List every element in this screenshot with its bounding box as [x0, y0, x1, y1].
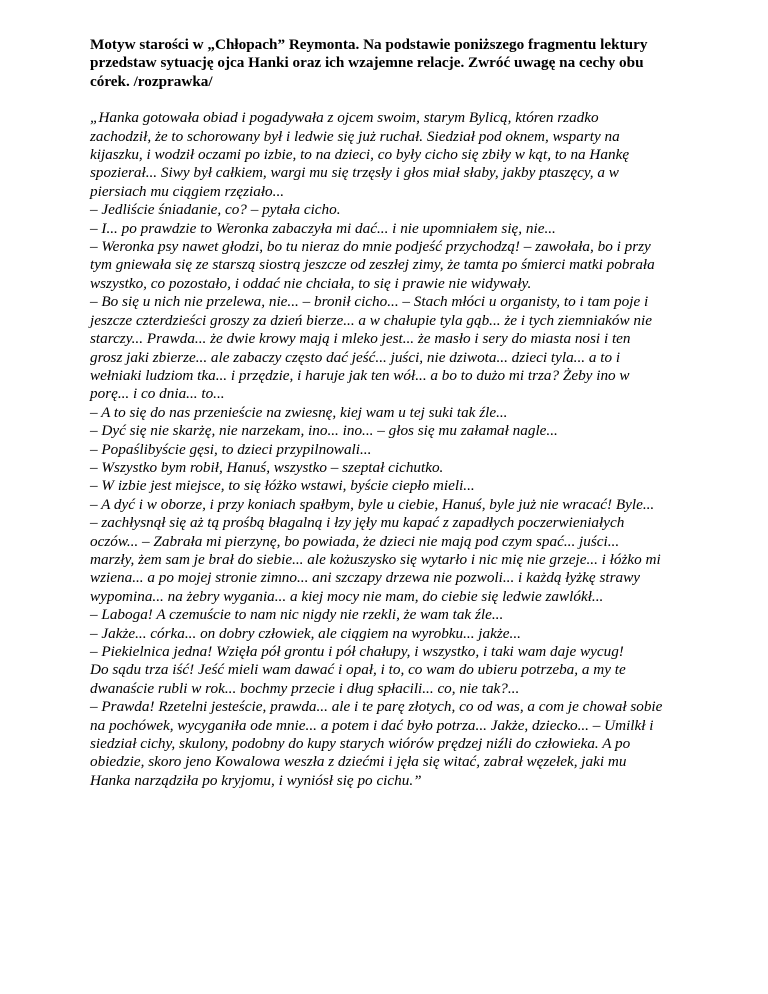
passage-line: – Jedliście śniadanie, co? – pytała cicho.	[90, 201, 341, 219]
passage-line: tym gniewała się ze starszą siostrą jeszcze od zeszłej zimy, że tamta po śmierci matki pobrała	[90, 256, 655, 274]
passage-line: zachodził, że to schorowany był i ledwie się już ruchał. Siedział pod oknem, wsparty na	[90, 127, 620, 145]
passage-line: jeszcze czterdzieści groszy za dzień bierze... a w chałupie tyla gąb... że i tych ziemniaków nie	[90, 311, 652, 329]
passage-line: piersiach mu ciągiem rzęziało...	[90, 182, 285, 200]
passage-line: – Bo się u nich nie przelewa, nie... – bronił cicho... – Stach młóci u organisty, to i tam poje i	[90, 293, 649, 311]
passage-line: marzły, żem sam je brał do siebie... ale kożuszysko się wytarło i nic mię nie grzeje... i łóżko mi	[90, 550, 661, 568]
passage-line: – Jakże... córka... on dobry człowiek, ale ciągiem na wyrobku... jakże...	[90, 624, 521, 642]
passage-line: – zachłysnął się aż tą prośbą błagalną i łzy jęły mu kapać z zapadłych poczerwieniałych	[90, 514, 625, 532]
passage-line: kijaszku, i wodził oczami po izbie, to na dzieci, co były cicho się zbiły w kąt, to na Hankę	[90, 146, 630, 164]
heading-line: Motyw starości w „Chłopach” Reymonta. Na podstawie poniższego fragmentu lektury	[90, 36, 648, 53]
passage-line: wziena... a po mojej stronie zimno... ani szczapy drzewa nie pozwoli... i każdą łyżkę strawy	[90, 569, 640, 587]
passage-line: – Piekielnica jedna! Wzięła pół grontu i pół chałupy, i wszystko, i taki wam daje wycug!	[90, 643, 624, 660]
passage-line: wełniaki ludziom tka... i przędzie, i haruje jak ten wół... a bo to dużo mi trza? Żeby ino w	[90, 366, 630, 384]
passage-line: Do sądu trza iść! Jeść mieli wam dawać i opał, i to, co wam do ubieru potrzeba, a my te	[90, 661, 626, 679]
passage-line: oczów... – Zabrała mi pierzynę, bo powiada, że dzieci nie mają pod czym spać... juści...	[90, 532, 620, 550]
passage-line: wypomina... na żebry wygania... a kiej mocy nie mam, do ciebie się ledwie zawlókł...	[90, 587, 604, 605]
passage-line: – Popaślibyście gęsi, to dzieci przypilnowali...	[90, 440, 372, 458]
passage-line: spozierał... Siwy był całkiem, wargi mu się trzęsły i głos miał słaby, jakby ptaszęcy, a w	[90, 164, 619, 182]
passage-line: siedział cichy, skulony, podobny do kupy starych wiórów prędzej niźli do człowieka. A po	[90, 735, 631, 753]
passage-line: grosz jaki zbierze... ale zabaczy często dać jeść... juści, nie dziwota... dzieci tyla... a to i	[90, 348, 621, 366]
heading-line: przedstaw sytuację ojca Hanki oraz ich wzajemne relacje. Zwróć uwagę na cechy obu	[90, 54, 644, 72]
passage-line: – Wszystko bym robił, Hanuś, wszystko – szeptał cichutko.	[90, 458, 444, 476]
passage-line: – Weronka psy nawet głodzi, bo tu nieraz do mnie podjeść przychodzą! – zawołała, bo i przy	[90, 238, 651, 256]
passage-line: Hanka narządziła po kryjomu, i wyniósł się po cichu.”	[90, 771, 422, 789]
passage-line: wszystko, co pozostało, i oddać nie chciała, to się i prawie nie widywały.	[90, 274, 532, 292]
passage-line: „Hanka gotowała obiad i pogadywała z ojcem swoim, starym Bylicą, któren rzadko	[90, 109, 599, 127]
passage-line: obiedzie, skoro jeno Kowalowa weszła z dziećmi i jęła się witać, zabrał węzełek, jaki mu	[90, 753, 627, 771]
passage-line: dwanaście rubli w rok... bochmy przecie i dług spłacili... co, nie tak?...	[90, 679, 520, 697]
passage-line: – I... po prawdzie to Weronka zabaczyła mi dać... i nie upomniałem się, nie...	[90, 219, 556, 237]
passage-line: – W izbie jest miejsce, to się łóżko wstawi, byście ciepło mieli...	[90, 477, 475, 495]
passage-line: – Laboga! A czemuście to nam nic nigdy nie rzekli, że wam tak źle...	[90, 606, 504, 624]
passage-line: porę... i co dnia... to...	[90, 385, 225, 403]
passage-line: – Dyć się nie skarżę, nie narzekam, ino... ino... – głos się mu załamał nagle...	[90, 422, 558, 440]
task-heading	[90, 36, 672, 91]
passage-line: starczy... Prawda... że dwie krowy mają i mleko jest... że masło i sery do miasta nosi i ten	[90, 330, 631, 348]
passage-line: – Prawda! Rzetelni jesteście, prawda... ale i te parę złotych, co od was, a com je chował sobie	[90, 698, 663, 716]
passage-line: – A dyć i w oborze, i przy koniach spałbym, byle u ciebie, Hanuś, byle już nie wracać! Byle...	[90, 495, 655, 513]
passage-line: – A to się do nas przenieście na zwiesnę, kiej wam u tej suki tak źle...	[90, 403, 508, 421]
heading-line: córek. /rozprawka/	[90, 72, 213, 90]
quoted-passage	[90, 109, 672, 790]
passage-line: na pochówek, wycyganiła ode mnie... a potem i dać było potrza... Jakże, dziecko... – Umilkł i	[90, 716, 654, 734]
